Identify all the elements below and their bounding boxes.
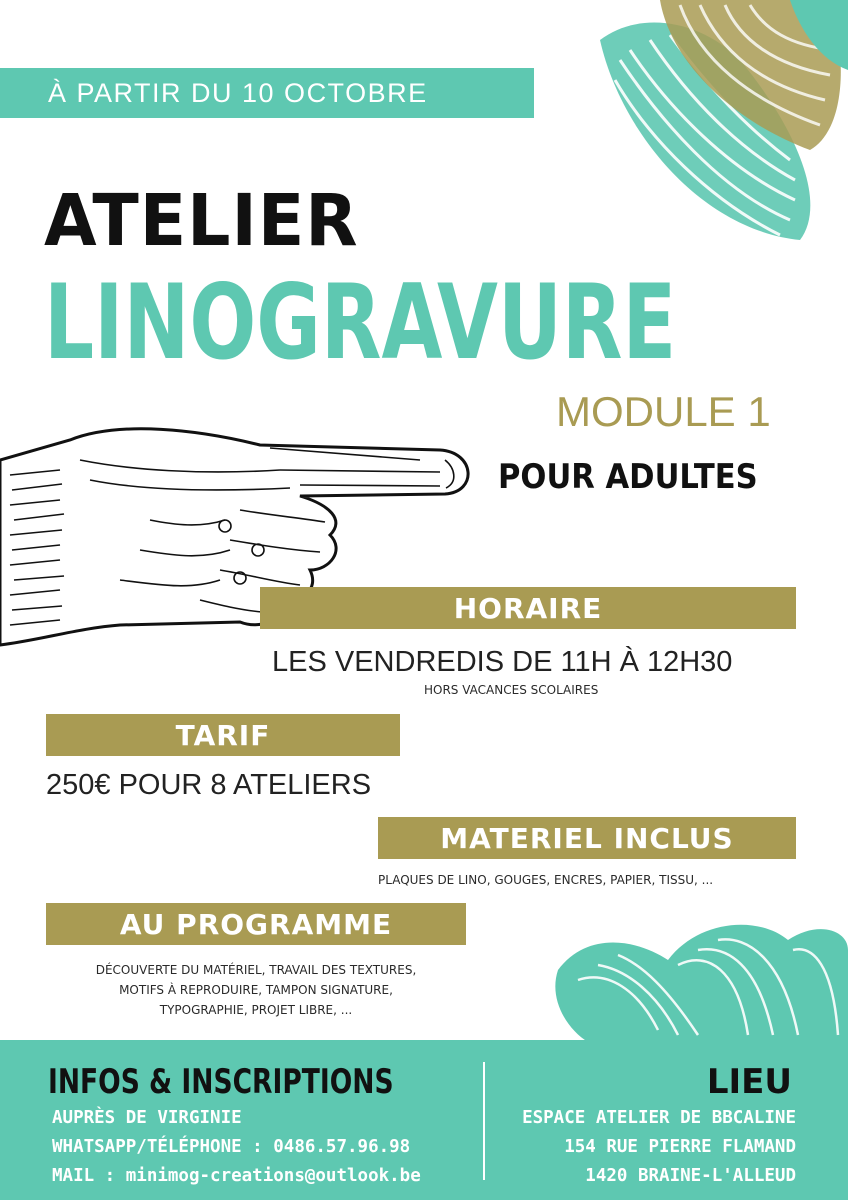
programme-line: DÉCOUVERTE DU MATÉRIEL, TRAVAIL DES TEXTURES, bbox=[95, 963, 417, 977]
tarif-heading-band bbox=[46, 714, 400, 756]
module-label: MODULE 1 bbox=[556, 388, 771, 435]
footer-email: MAIL : minimog-creations@outlook.be bbox=[52, 1166, 421, 1186]
title-line-atelier: ATELIER bbox=[44, 180, 359, 263]
materiel-text: PLAQUES DE LINO, GOUGES, ENCRES, PAPIER, TISSU, ... bbox=[378, 873, 714, 887]
programme-heading-band bbox=[46, 903, 466, 945]
horaire-note: HORS VACANCES SCOLAIRES bbox=[424, 683, 599, 697]
footer-phone: WHATSAPP/TÉLÉPHONE : 0486.57.96.98 bbox=[52, 1137, 411, 1157]
lino-print-top-illustration bbox=[560, 0, 848, 270]
programme-line: TYPOGRAPHIE, PROJET LIBRE, ... bbox=[159, 1003, 353, 1017]
programme-text bbox=[46, 960, 466, 1020]
footer-left-line: AUPRÈS DE VIRGINIE bbox=[52, 1108, 242, 1128]
audience-label: POUR ADULTES bbox=[498, 457, 758, 497]
materiel-heading: MATERIEL INCLUS bbox=[440, 821, 734, 855]
horaire-heading-band bbox=[260, 587, 796, 629]
horaire-text: LES VENDREDIS DE 11H À 12H30 bbox=[272, 646, 733, 678]
date-banner bbox=[0, 68, 534, 118]
footer-venue: ESPACE ATELIER DE BBCALINE bbox=[522, 1108, 796, 1128]
date-banner-text: À PARTIR DU 10 OCTOBRE bbox=[48, 77, 428, 108]
footer-street: 154 RUE PIERRE FLAMAND bbox=[564, 1137, 796, 1157]
footer-divider bbox=[483, 1062, 485, 1180]
programme-line: MOTIFS À REPRODUIRE, TAMPON SIGNATURE, bbox=[119, 983, 393, 997]
title-line-linogravure: LINOGRAVURE bbox=[44, 262, 677, 383]
materiel-heading-band bbox=[378, 817, 796, 859]
footer bbox=[0, 1040, 848, 1200]
lino-print-bottom-illustration bbox=[548, 910, 848, 1042]
horaire-heading: HORAIRE bbox=[453, 591, 603, 625]
tarif-text: 250€ POUR 8 ATELIERS bbox=[46, 769, 372, 801]
footer-right-heading: LIEU bbox=[706, 1062, 792, 1102]
footer-city: 1420 BRAINE-L'ALLEUD bbox=[585, 1166, 796, 1186]
tarif-heading: TARIF bbox=[175, 718, 271, 752]
footer-left-heading: INFOS & INSCRIPTIONS bbox=[48, 1062, 394, 1102]
programme-heading: AU PROGRAMME bbox=[119, 907, 393, 941]
